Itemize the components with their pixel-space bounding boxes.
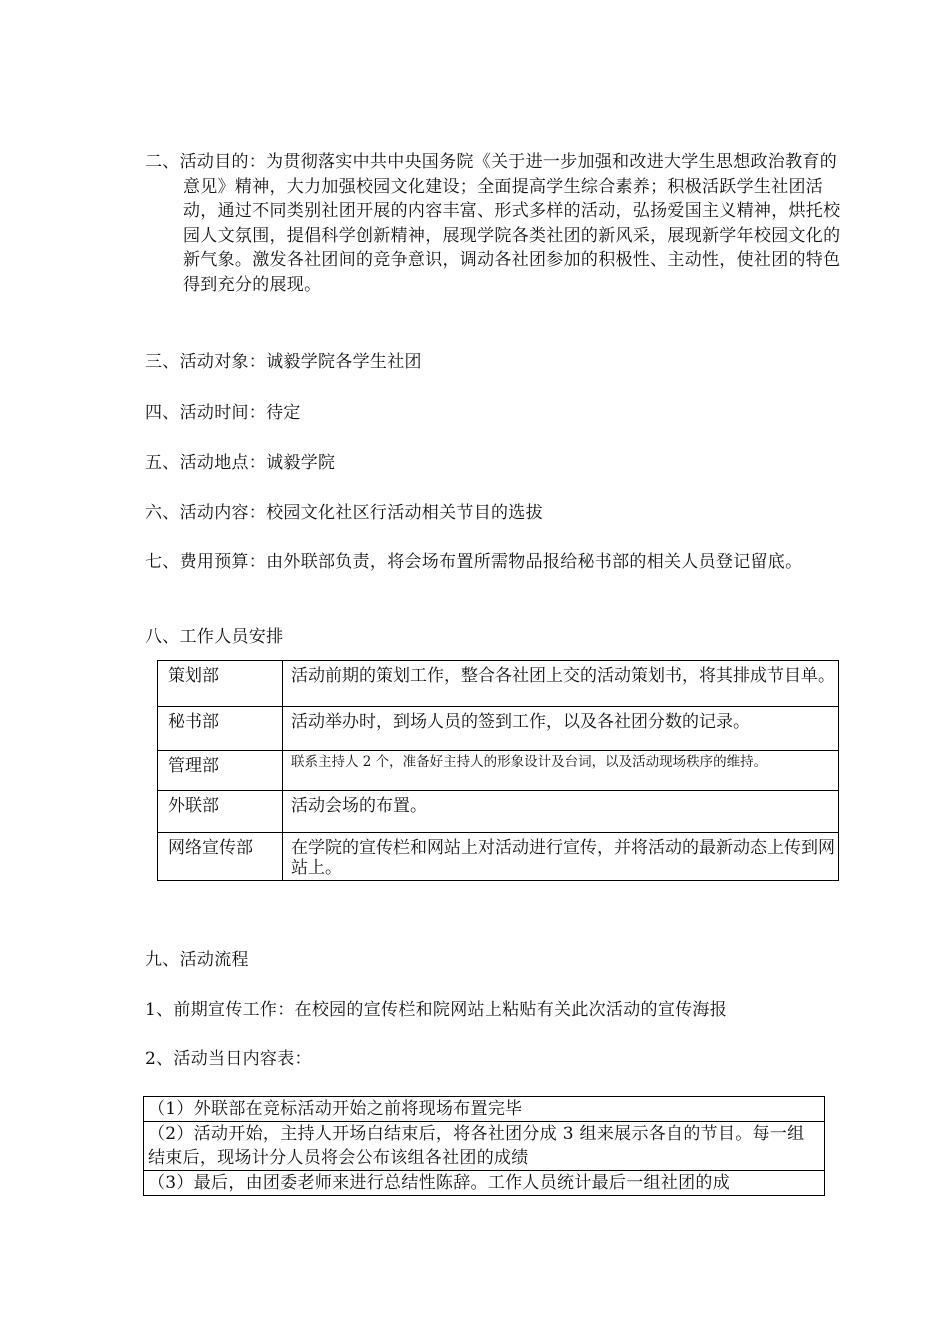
flow-step-2: 2、活动当日内容表： [145,1049,312,1069]
section-budget-label: 七、费用预算： [145,552,267,572]
staff-table [157,660,839,881]
section-staff-heading: 八、工作人员安排 [145,627,284,647]
table-row [144,1122,825,1171]
table-row [158,791,839,833]
section-flow-heading: 九、活动流程 [145,950,249,970]
table-row [158,833,839,881]
section-place-text: 诚毅学院 [266,453,336,473]
staff-duty: 活动前期的策划工作，整合各社团上交的活动策划书，将其排成节目单。 [283,661,839,707]
flow-step-1: 1、前期宣传工作：在校园的宣传栏和院网站上粘贴有关此次活动的宣传海报 [145,1000,728,1020]
staff-dept: 管理部 [158,751,283,791]
section-time-label: 四、活动时间： [145,403,267,423]
staff-dept: 网络宣传部 [158,833,283,881]
section-place-label: 五、活动地点： [145,453,267,473]
section-budget-text: 由外联部负责，将会场布置所需物品报给秘书部的相关人员登记留底。 [266,552,803,572]
flow-table [143,1096,825,1196]
staff-dept: 外联部 [158,791,283,833]
table-row [144,1171,825,1196]
table-row [144,1097,825,1122]
table-row [158,661,839,707]
staff-dept: 秘书部 [158,707,283,751]
section-content-label: 六、活动内容： [145,503,267,523]
section-target-label: 三、活动对象： [145,352,267,372]
section-time-text: 待定 [266,403,301,423]
table-row [158,751,839,791]
table-row [158,707,839,751]
flow-item: （2）活动开始，主持人开场白结束后，将各社团分成 3 组来展示各自的节目。每一组结束后，现场计分人员将会公布该组各社团的成绩 [144,1122,825,1171]
staff-duty: 在学院的宣传栏和网站上对活动进行宣传，并将活动的最新动态上传到网站上。 [283,833,839,881]
section-target [145,350,815,375]
section-purpose [145,150,853,297]
flow-item: （3）最后，由团委老师来进行总结性陈辞。工作人员统计最后一组社团的成 [144,1171,825,1196]
staff-duty: 活动举办时，到场人员的签到工作，以及各社团分数的记录。 [283,707,839,751]
section-purpose-label: 二、活动目的： [145,152,267,172]
section-content [145,501,815,526]
section-purpose-text: 为贯彻落实中共中央国务院《关于进一步加强和改进大学生思想政治教育的意见》精神，大力加强校园文化建设；全面提高学生综合素养；积极活跃学生社团活动，通过不同类别社团开展的内容丰富、形式多样的活动，弘扬爱国主义精神，烘托校园人文氛围，提倡科学创新精神，展现学院各类社团的新风采，展现新学年校园文化的新气象。激发各社团间的竞争意识，调动各社团参加的积极性、主动性，使社团的特色得到充分的展现。 [183,152,841,295]
staff-dept: 策划部 [158,661,283,707]
flow-item: （1）外联部在竞标活动开始之前将现场布置完毕 [144,1097,825,1122]
section-budget [145,550,853,575]
staff-duty: 联系主持人 2 个，准备好主持人的形象设计及台词，以及活动现场秩序的维持。 [283,751,839,791]
section-content-text: 校园文化社区行活动相关节目的选拔 [266,503,543,523]
section-target-text: 诚毅学院各学生社团 [266,352,422,372]
section-place [145,451,815,476]
section-time [145,401,815,426]
staff-duty: 活动会场的布置。 [283,791,839,833]
